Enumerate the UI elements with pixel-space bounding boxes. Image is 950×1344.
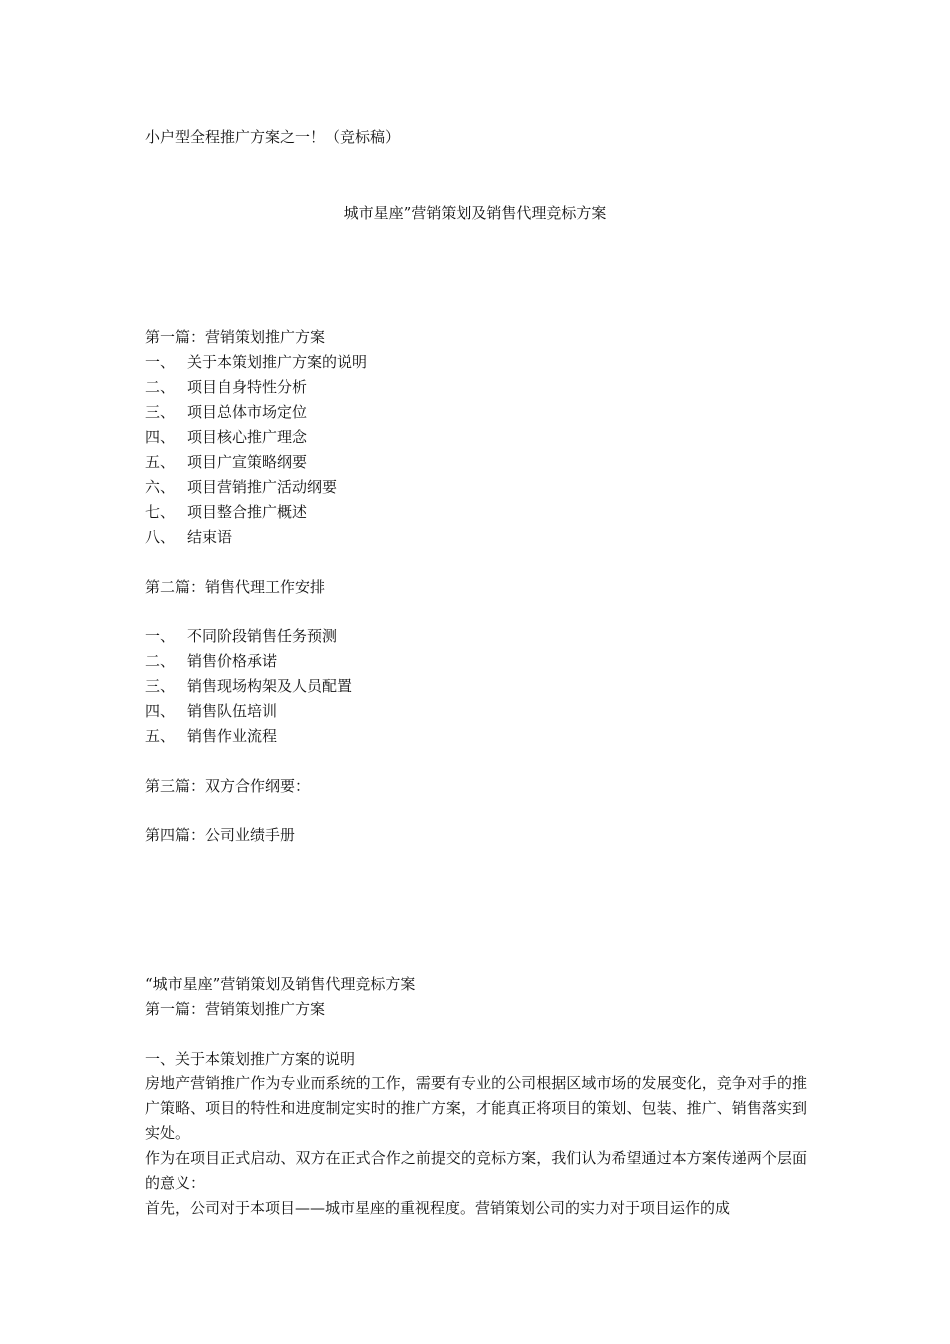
toc-item-number: 二、	[145, 652, 176, 670]
toc-item-text: 项目整合推广概述	[187, 503, 308, 521]
body-paragraph: 房地产营销推广作为专业而系统的工作，需要有专业的公司根据区域市场的发展变化，竞争对手的推广策略、项目的特性和进度制定实时的推广方案，才能真正将项目的策划、包装、推广、销售落实到实处。	[145, 1074, 807, 1142]
toc-part3-heading: 第三篇：双方合作纲要：	[145, 777, 311, 795]
toc-part4-heading: 第四篇：公司业绩手册	[145, 826, 296, 844]
toc-item-number: 一、	[145, 353, 176, 371]
toc-item-text: 结束语	[187, 528, 233, 546]
toc-item-number: 六、	[145, 478, 176, 496]
toc-item-number: 一、	[145, 627, 176, 645]
toc-item-text: 不同阶段销售任务预测	[187, 627, 338, 645]
toc-item-text: 销售作业流程	[187, 727, 278, 745]
toc-item-number: 二、	[145, 378, 176, 396]
toc-item-number: 五、	[145, 727, 176, 745]
toc-item-number: 八、	[145, 528, 176, 546]
document-title: 城市星座”营销策划及销售代理竞标方案	[343, 204, 607, 222]
body-paragraph: 作为在项目正式启动、双方在正式合作之前提交的竞标方案，我们认为希望通过本方案传递两个层面的意义：	[145, 1149, 807, 1192]
toc-item-text: 关于本策划推广方案的说明	[187, 353, 368, 371]
body-title: “城市星座”营销策划及销售代理竞标方案	[145, 975, 416, 993]
toc-part1-heading: 第一篇：营销策划推广方案	[145, 328, 326, 346]
toc-item-number: 七、	[145, 503, 176, 521]
toc-item-text: 项目核心推广理念	[187, 428, 308, 446]
toc-item-text: 项目总体市场定位	[187, 403, 308, 421]
toc-item-text: 项目广宣策略纲要	[187, 453, 308, 471]
body-part-heading: 第一篇：营销策划推广方案	[145, 1000, 326, 1018]
toc-item-number: 四、	[145, 428, 176, 446]
toc-item-text: 项目自身特性分析	[187, 378, 308, 396]
toc-item-text: 项目营销推广活动纲要	[187, 478, 338, 496]
document-pretitle: 小户型全程推广方案之一！（竞标稿）	[145, 128, 401, 146]
toc-item-number: 三、	[145, 677, 176, 695]
body-paragraph: 首先，公司对于本项目——城市星座的重视程度。营销策划公司的实力对于项目运作的成	[145, 1199, 731, 1217]
toc-item-number: 四、	[145, 702, 176, 720]
toc-item-text: 销售现场构架及人员配置	[187, 677, 353, 695]
toc-part2-heading: 第二篇：销售代理工作安排	[145, 578, 326, 596]
toc-item-number: 五、	[145, 453, 176, 471]
toc-item-text: 销售价格承诺	[187, 652, 278, 670]
toc-item-number: 三、	[145, 403, 176, 421]
toc-item-text: 销售队伍培训	[187, 702, 278, 720]
section-heading: 一、关于本策划推广方案的说明	[145, 1050, 356, 1068]
